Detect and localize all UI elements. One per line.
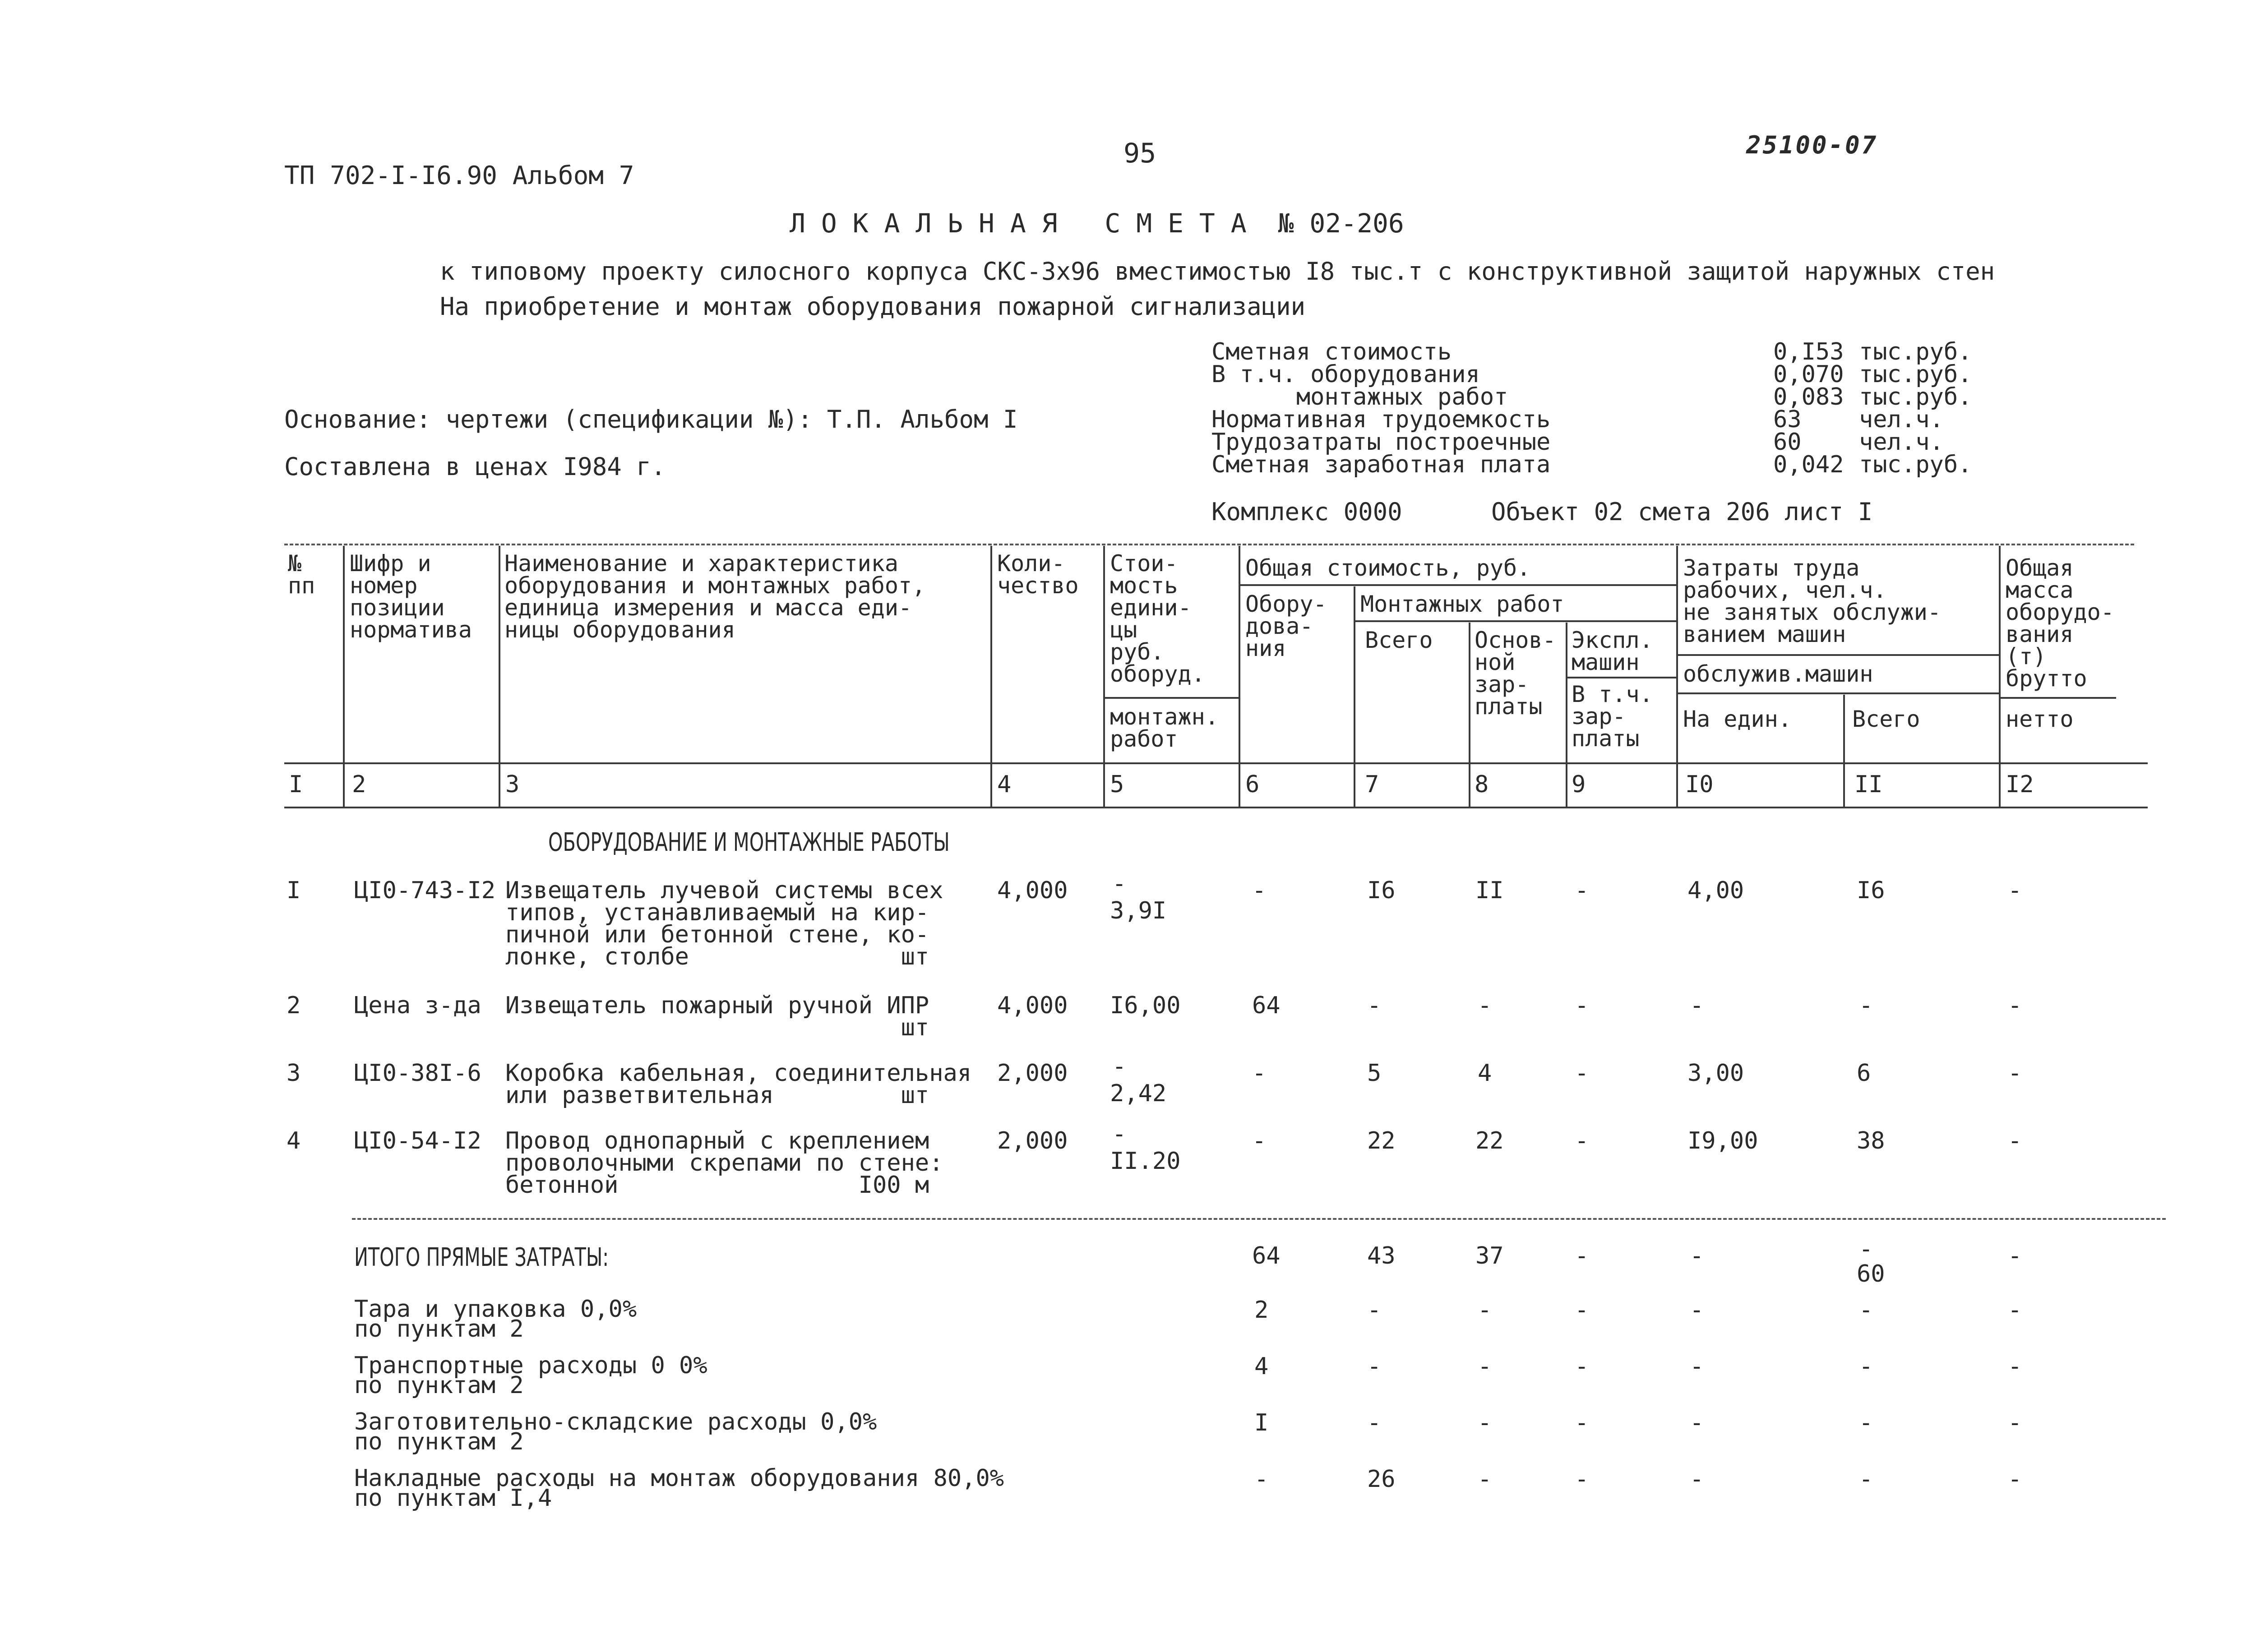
estimate-purpose: На приобретение и монтаж оборудования пожарной сигнализации [440, 292, 1306, 321]
overhead-machines: - [1575, 1466, 1589, 1493]
column-number: 4 [997, 771, 1012, 798]
row-price-mount: 3,9I [1110, 897, 1167, 924]
row-price-mount: 2,42 [1110, 1080, 1167, 1107]
overhead-label: Транспортные расходы 0 0% по пунктам 2 [354, 1352, 707, 1399]
summary-unit: тыс.руб. [1859, 361, 1972, 388]
col-header-number: № пп [288, 550, 315, 599]
summary-unit: тыс.руб. [1859, 338, 1972, 365]
row-price-equipment: I6,00 [1110, 992, 1181, 1019]
col-header-labor-machines: обслужив.машин [1683, 661, 1873, 687]
totals-separator [352, 1218, 2166, 1220]
row-base-salary: - [1478, 992, 1492, 1019]
col-header-unit-price-mount: монтажн. работ [1110, 704, 1219, 752]
overhead-labor-total: - [1859, 1297, 1873, 1324]
column-number: 2 [352, 771, 366, 798]
overhead-labor-total: - [1859, 1353, 1873, 1380]
row-mount-total: - [1367, 992, 1382, 1019]
overhead-mount: 26 [1367, 1466, 1396, 1493]
column-number: 8 [1475, 771, 1489, 798]
row-code: ЦI0-743-I2 [354, 877, 496, 904]
row-machines: - [1575, 1127, 1589, 1154]
header-subrule [1103, 697, 1239, 699]
col-divider [1469, 623, 1470, 807]
summary-value: 0,083 [1773, 383, 1844, 411]
row-labor-per-unit: - [1690, 992, 1704, 1019]
summary-label: Сметная стоимость [1211, 338, 1452, 365]
row-quantity: 2,000 [997, 1127, 1068, 1154]
row-price-mount: II.20 [1110, 1148, 1181, 1175]
summary-unit: тыс.руб. [1859, 451, 1972, 478]
col-divider [343, 546, 345, 807]
header-subrule [1676, 654, 1999, 656]
row-price-equipment: - [1112, 1053, 1127, 1080]
row-machines: - [1575, 992, 1589, 1019]
overhead-mass: - [2008, 1297, 2022, 1324]
col-header-total-cost-group: Общая стоимость, руб. [1245, 555, 1531, 581]
col-header-mount-group: Монтажных работ [1360, 591, 1564, 617]
summary-label: Сметная заработная плата [1211, 451, 1551, 478]
row-name: Коробка кабельная, соединительная или разветвительная шт [505, 1060, 972, 1109]
overhead-labor-total: - [1859, 1466, 1873, 1493]
row-name: Извещатель лучевой системы всех типов, устанавливаемый на кир- пичной или бетонной стене, ко- лонке, столбе шт [505, 877, 943, 970]
col-divider [1566, 623, 1567, 807]
section-title: ОБОРУДОВАНИЕ И МОНТАЖНЫЕ РАБОТЫ [548, 828, 950, 857]
col-header-labor-total: Всего [1852, 706, 1920, 732]
header-bottom-rule [284, 762, 2148, 764]
header-subrule [1354, 620, 1676, 622]
overhead-machines: - [1575, 1409, 1589, 1436]
totals-labor-total-dash: - [1859, 1236, 1873, 1263]
summary-value: 0,042 [1773, 451, 1844, 478]
col-header-mount-total: Всего [1365, 627, 1433, 653]
overhead-base-salary: - [1478, 1466, 1492, 1493]
totals-machines: - [1575, 1242, 1589, 1269]
overhead-mass: - [2008, 1409, 2022, 1436]
row-base-salary: 4 [1478, 1060, 1492, 1087]
column-numbers-rule [284, 807, 2148, 808]
row-mount-total: I6 [1367, 877, 1396, 904]
row-labor-per-unit: I9,00 [1687, 1127, 1758, 1154]
summary-label: Трудозатраты построечные [1211, 429, 1551, 456]
header-subrule [1566, 677, 1676, 678]
estimate-title: Л О К А Л Ь Н А Я С М Е Т А № 02-206 [790, 208, 1404, 239]
overhead-base-salary: - [1478, 1409, 1492, 1436]
row-number: I [287, 877, 301, 904]
row-quantity: 4,000 [997, 877, 1068, 904]
summary-label: В т.ч. оборудования [1211, 361, 1480, 388]
col-header-quantity: Коли- чество [997, 550, 1079, 599]
col-header-labor-group: Затраты труда рабочих, чел.ч. не занятых обслужи- ванием машин [1683, 555, 1941, 647]
row-quantity: 2,000 [997, 1060, 1068, 1087]
prices-line: Составлена в ценах I984 г. [284, 452, 666, 481]
col-header-base-salary: Основ- ной зар- платы [1475, 627, 1556, 720]
summary-value: 0,070 [1773, 361, 1844, 388]
overhead-labor-per-unit: - [1690, 1409, 1704, 1436]
col-header-name: Наименование и характеристика оборудования и монтажных работ, единица измерения и масса еди- ницы оборудования [504, 550, 926, 643]
col-header-mass: Общая масса оборудо- вания (т) брутто [2006, 555, 2114, 692]
col-header-code: Шифр и номер позиции норматива [350, 550, 472, 643]
col-divider [1843, 695, 1845, 807]
overhead-label: Заготовительно-складские расходы 0,0% по пунктам 2 [354, 1408, 877, 1455]
row-code: ЦI0-54-I2 [354, 1127, 481, 1154]
totals-mount: 43 [1367, 1242, 1396, 1269]
document-reference: ТП 702-I-I6.90 Альбом 7 [284, 161, 634, 190]
summary-unit: чел.ч. [1859, 429, 1944, 456]
col-divider [1354, 586, 1355, 807]
totals-base-salary: 37 [1475, 1242, 1504, 1269]
row-name: Извещатель пожарный ручной ИПР шт [505, 992, 929, 1041]
totals-label: ИТОГО ПРЯМЫЕ ЗАТРАТЫ: [354, 1243, 609, 1272]
row-equipment-cost: - [1252, 1060, 1267, 1087]
row-base-salary: II [1475, 877, 1504, 904]
overhead-labor-per-unit: - [1690, 1466, 1704, 1493]
row-labor-total: 6 [1857, 1060, 1871, 1087]
col-header-mass-net: нетто [2006, 706, 2074, 732]
overhead-mass: - [2008, 1466, 2022, 1493]
overhead-base-salary: - [1478, 1353, 1492, 1380]
document-code: 25100-07 [1746, 131, 1878, 159]
overhead-machines: - [1575, 1297, 1589, 1324]
overhead-equipment: 4 [1254, 1353, 1269, 1380]
totals-labor-per-unit: - [1690, 1242, 1704, 1269]
row-equipment-cost: 64 [1252, 992, 1281, 1019]
column-number: 7 [1365, 771, 1379, 798]
summary-value: 60 [1773, 429, 1802, 456]
page-number: 95 [1123, 138, 1156, 169]
row-number: 3 [287, 1060, 301, 1087]
row-mount-total: 5 [1367, 1060, 1382, 1087]
overhead-label: Накладные расходы на монтаж оборудования 80,0% по пунктам I,4 [354, 1465, 1004, 1512]
column-number: I2 [2006, 771, 2034, 798]
col-header-equipment: Обору- дова- ния [1245, 591, 1327, 661]
basis-line: Основание: чертежи (спецификации №): Т.П. Альбом I [284, 405, 1018, 434]
column-number: 5 [1110, 771, 1124, 798]
row-labor-total: I6 [1857, 877, 1885, 904]
summary-unit: чел.ч. [1859, 406, 1944, 433]
column-number: I0 [1685, 771, 1714, 798]
overhead-labor-total: - [1859, 1409, 1873, 1436]
column-number: 6 [1245, 771, 1260, 798]
row-equipment-cost: - [1252, 877, 1267, 904]
row-price-equipment: - [1112, 870, 1127, 897]
totals-equipment: 64 [1252, 1242, 1281, 1269]
summary-unit: тыс.руб. [1859, 383, 1972, 411]
summary-label: монтажных работ [1211, 383, 1508, 411]
col-divider [499, 546, 500, 807]
col-divider [1999, 546, 2001, 807]
row-labor-total: 38 [1857, 1127, 1885, 1154]
column-number: 3 [505, 771, 520, 798]
col-divider [1676, 546, 1678, 807]
row-mount-total: 22 [1367, 1127, 1396, 1154]
overhead-mount: - [1367, 1297, 1382, 1324]
row-mass: - [2008, 877, 2022, 904]
column-number: I [289, 771, 303, 798]
header-subrule [1239, 584, 1676, 586]
row-quantity: 4,000 [997, 992, 1068, 1019]
row-mass: - [2008, 1127, 2022, 1154]
complex-label: Комплекс 0000 [1211, 498, 1402, 526]
row-base-salary: 22 [1475, 1127, 1504, 1154]
header-subrule [1676, 692, 1999, 694]
overhead-labor-per-unit: - [1690, 1297, 1704, 1324]
col-header-labor-per-unit: На един. [1683, 706, 1792, 732]
row-code: ЦI0-38I-6 [354, 1060, 481, 1087]
overhead-equipment: I [1254, 1409, 1269, 1436]
overhead-mount: - [1367, 1353, 1382, 1380]
object-label: Объект 02 смета 206 лист I [1491, 498, 1873, 526]
row-number: 4 [287, 1127, 301, 1154]
col-header-machines: Экспл. машин [1572, 627, 1653, 675]
header-subrule [1999, 697, 2116, 699]
column-number: 9 [1572, 771, 1586, 798]
overhead-machines: - [1575, 1353, 1589, 1380]
estimate-subtitle: к типовому проекту силосного корпуса СКС-3х96 вместимостью I8 тыс.т с конструктивной защитой наружных стен [440, 257, 1995, 286]
row-mass: - [2008, 1060, 2022, 1087]
table-top-rule [284, 544, 2134, 545]
row-equipment-cost: - [1252, 1127, 1267, 1154]
row-labor-per-unit: 3,00 [1687, 1060, 1744, 1087]
row-machines: - [1575, 1060, 1589, 1087]
overhead-mount: - [1367, 1409, 1382, 1436]
row-machines: - [1575, 877, 1589, 904]
row-code: Цена з-да [354, 992, 481, 1019]
overhead-base-salary: - [1478, 1297, 1492, 1324]
col-header-unit-price: Стои- мость едини- цы руб. оборуд. [1110, 550, 1205, 687]
col-divider [990, 546, 992, 807]
overhead-equipment: 2 [1254, 1297, 1269, 1324]
row-mass: - [2008, 992, 2022, 1019]
row-price-equipment: - [1112, 1121, 1127, 1148]
totals-mass: - [2008, 1242, 2022, 1269]
col-divider [1103, 546, 1105, 807]
column-number: II [1854, 771, 1883, 798]
summary-label: Нормативная трудоемкость [1211, 406, 1551, 433]
overhead-equipment: - [1254, 1466, 1269, 1493]
row-labor-per-unit: 4,00 [1687, 877, 1744, 904]
summary-value: 63 [1773, 406, 1802, 433]
summary-value: 0,I53 [1773, 338, 1844, 365]
totals-labor-total: 60 [1857, 1260, 1885, 1287]
row-number: 2 [287, 992, 301, 1019]
col-header-machines-salary: В т.ч. зар- платы [1572, 681, 1653, 752]
overhead-label: Тара и упаковка 0,0% по пунктам 2 [354, 1296, 637, 1343]
overhead-mass: - [2008, 1353, 2022, 1380]
row-labor-total: - [1859, 992, 1873, 1019]
row-name: Провод однопарный с креплением проволочными скрепами по стене: бетонной I00 м [505, 1127, 943, 1199]
overhead-labor-per-unit: - [1690, 1353, 1704, 1380]
